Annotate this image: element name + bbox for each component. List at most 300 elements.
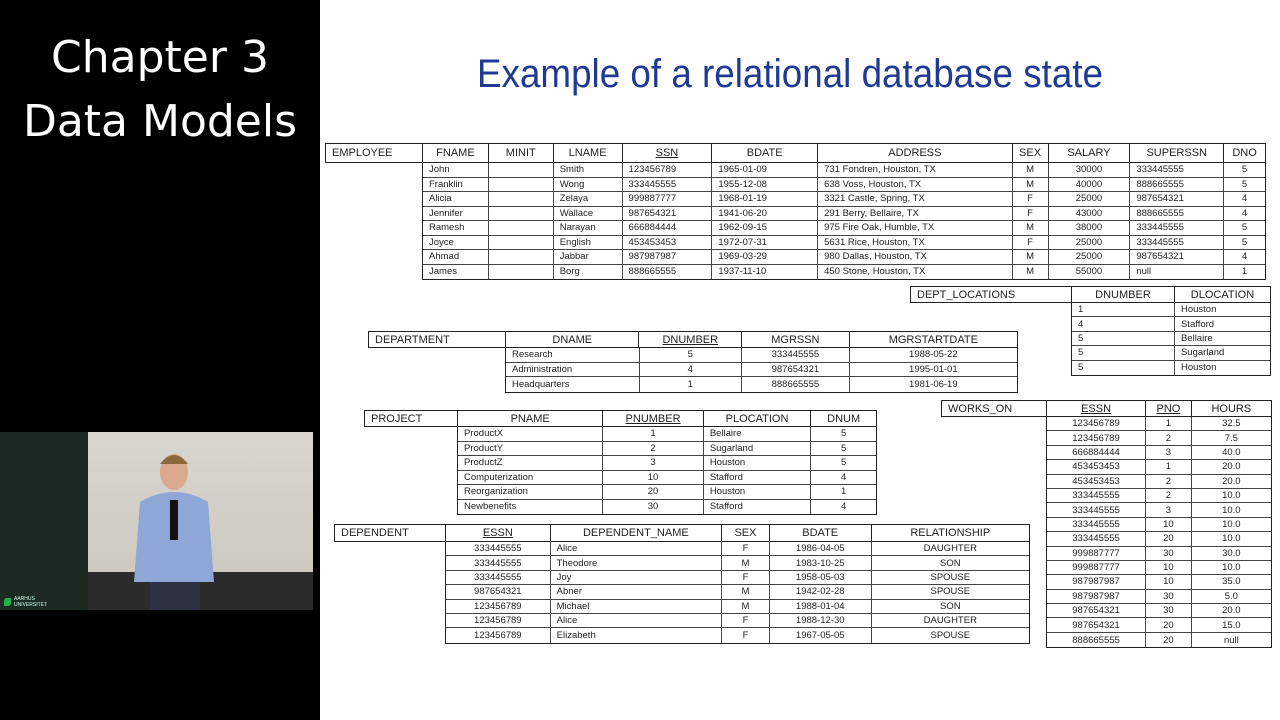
table-cell: null <box>1130 265 1224 280</box>
table-cell: 123456789 <box>1047 431 1146 444</box>
table-cell: Joy <box>551 571 722 584</box>
table-cell: 5 <box>1072 361 1175 375</box>
table-cell: 987654321 <box>742 363 850 377</box>
table-cell: 40.0 <box>1222 446 1241 458</box>
table-cell: Alice <box>551 542 722 555</box>
column-header: PLOCATION <box>704 411 811 426</box>
table-cell: 333445555 <box>446 571 551 584</box>
table-cell: 1 <box>1146 417 1192 430</box>
table-cell: 1988-01-04 <box>770 600 872 613</box>
table-cell: Houston <box>1180 362 1217 374</box>
table-cell: 123456789 <box>446 628 551 642</box>
table-cell: 333445555 <box>1130 236 1224 250</box>
table-cell: 4 <box>1241 193 1248 205</box>
column-header: DNUMBER <box>639 332 742 347</box>
table-row <box>506 348 1017 363</box>
column-header: MGRSTARTDATE <box>888 333 978 346</box>
table-cell: Alice <box>551 614 722 627</box>
table-cell: DAUGHTER <box>923 615 977 627</box>
column-header-row <box>1071 286 1271 303</box>
table-cell: 1 <box>603 427 704 441</box>
table-cell: 1937-11-10 <box>712 265 818 280</box>
table-cell: 40000 <box>1049 178 1131 192</box>
column-header: DEPENDENT_NAME <box>551 525 722 541</box>
table-cell: Jabbar <box>554 250 623 264</box>
table-cell: 333445555 <box>742 348 850 362</box>
table-cell: 35.0 <box>1222 576 1241 588</box>
table-cell: 4 <box>1241 207 1248 219</box>
column-header: BDATE <box>770 525 872 541</box>
table-cell: 1 <box>1072 303 1175 316</box>
table-row <box>1047 431 1271 445</box>
table-cell: Elizabeth <box>551 628 722 642</box>
table-cell: F <box>722 571 770 584</box>
table-cell: 5 <box>1072 346 1175 359</box>
table-cell: 5.0 <box>1224 590 1238 602</box>
table-cell: 3 <box>1146 446 1192 459</box>
table-cell: 30000 <box>1049 163 1131 177</box>
table-cell: 123456789 <box>1047 417 1146 430</box>
table-cell: F <box>722 628 770 642</box>
column-header: ESSN <box>446 525 551 541</box>
table-cell: 888665555 <box>1130 178 1224 192</box>
table-cell: Houston <box>1180 304 1217 316</box>
table-cell: 38000 <box>1049 221 1131 235</box>
table-cell: 666884444 <box>623 221 713 235</box>
table-cell: 30 <box>1146 590 1192 603</box>
table-cell: 5 <box>841 428 847 440</box>
column-header: DNO <box>1232 147 1257 159</box>
table-cell: 10.0 <box>1222 533 1241 545</box>
table-cell: 10 <box>1146 561 1192 574</box>
table-row <box>458 456 876 471</box>
table-cell: John <box>423 163 489 177</box>
table-row <box>423 192 1265 207</box>
table-cell: 123456789 <box>446 614 551 627</box>
table-row <box>1072 346 1270 360</box>
column-header: PNO <box>1146 401 1192 416</box>
table-cell: Alicia <box>423 192 489 206</box>
column-header-row <box>505 331 1018 348</box>
table-cell: 999887777 <box>1047 561 1146 574</box>
table-cell: Theodore <box>551 556 722 569</box>
table-cell: 975 Fire Oak, Humble, TX <box>818 221 1013 235</box>
relation-body <box>1046 417 1272 648</box>
table-cell: 638 Voss, Houston, TX <box>818 178 1013 192</box>
column-header: FNAME <box>423 144 489 162</box>
table-row <box>1072 332 1270 346</box>
relation-body <box>457 427 877 515</box>
table-cell: 1988-12-30 <box>770 614 872 627</box>
table-cell: 15.0 <box>1222 619 1241 631</box>
relation-name: DEPARTMENT <box>368 331 506 348</box>
table-row <box>1047 604 1271 618</box>
table-cell: 1 <box>1146 460 1192 473</box>
table-cell: 25000 <box>1049 250 1131 264</box>
column-header-row <box>1046 400 1272 417</box>
lecturer-figure <box>110 442 230 610</box>
table-cell: 333445555 <box>1047 518 1146 531</box>
table-row <box>1047 503 1271 517</box>
lecturer-video <box>0 432 313 610</box>
relation-name: WORKS_ON <box>941 400 1047 417</box>
table-cell: Ahmad <box>423 250 489 264</box>
table-cell: 10 <box>603 471 704 485</box>
table-cell: 3 <box>1146 503 1192 516</box>
table-cell: 10.0 <box>1222 504 1241 516</box>
table-cell: 1 <box>1241 266 1248 278</box>
table-cell <box>489 207 554 221</box>
table-cell: Sugarland <box>704 442 812 456</box>
table-cell: Abner <box>551 585 722 598</box>
table-cell: 25000 <box>1049 236 1131 250</box>
table-row <box>1047 489 1271 503</box>
table-cell <box>489 192 554 206</box>
table-cell: 5 <box>640 348 743 362</box>
table-row <box>423 178 1265 193</box>
table-cell: M <box>722 600 770 613</box>
table-cell: 987987987 <box>1047 590 1146 603</box>
table-cell: 123456789 <box>623 163 713 177</box>
table-cell: 731 Fondren, Houston, TX <box>818 163 1013 177</box>
chalkboard <box>0 432 88 610</box>
table-cell: Stafford <box>1180 318 1215 330</box>
table-cell: DAUGHTER <box>923 543 977 555</box>
table-row <box>1047 417 1271 431</box>
column-header: MGRSSN <box>742 332 850 347</box>
table-cell: Reorganization <box>458 485 603 499</box>
table-cell: 333445555 <box>1047 503 1146 516</box>
relation-body <box>445 542 1030 644</box>
table-cell: SON <box>939 600 961 612</box>
table-cell: 7.5 <box>1224 432 1238 444</box>
table-row <box>506 363 1017 378</box>
table-cell: Houston <box>704 456 812 470</box>
column-header: SSN <box>623 144 713 162</box>
table-cell: 1988-05-22 <box>909 349 958 361</box>
table-cell: 3321 Castle, Spring, TX <box>818 192 1013 206</box>
table-cell: 5 <box>841 442 847 454</box>
column-header: DNAME <box>506 332 639 347</box>
table-cell: 30 <box>1146 604 1192 617</box>
table-cell: SPOUSE <box>930 571 971 583</box>
table-row <box>1047 547 1271 561</box>
table-cell: 1942-02-28 <box>770 585 872 598</box>
table-cell: 20 <box>603 485 704 499</box>
table-row <box>458 485 876 500</box>
column-header: DLOCATION <box>1190 288 1255 301</box>
table-cell: 10.0 <box>1222 518 1241 530</box>
table-row <box>458 471 876 486</box>
table-cell <box>489 236 554 250</box>
table-cell: Stafford <box>704 500 812 515</box>
table-cell: 987654321 <box>1130 250 1224 264</box>
table-cell: M <box>722 585 770 598</box>
table-cell: F <box>722 614 770 627</box>
table-cell: F <box>722 542 770 555</box>
table-cell: 20.0 <box>1222 475 1241 487</box>
table-cell: 333445555 <box>1047 489 1146 502</box>
column-header: PNUMBER <box>603 411 704 426</box>
table-cell: SPOUSE <box>930 630 971 642</box>
relation-body <box>505 348 1018 393</box>
chapter-number: Chapter 3 <box>51 32 269 83</box>
table-cell: 20 <box>1146 633 1192 647</box>
table-cell: 888665555 <box>1047 633 1146 647</box>
table-cell: F <box>1013 192 1049 206</box>
table-cell <box>489 250 554 264</box>
table-cell: F <box>1013 207 1049 221</box>
table-cell: 2 <box>1146 475 1192 488</box>
column-header: LNAME <box>554 144 623 162</box>
column-header: DNUMBER <box>1072 287 1175 302</box>
table-cell: Bellaire <box>1180 332 1213 344</box>
logo-line-2: UNIVERSITET <box>14 602 48 608</box>
relation-name: EMPLOYEE <box>325 143 423 163</box>
table-cell: 291 Berry, Bellaire, TX <box>818 207 1013 221</box>
table-cell: 1 <box>640 377 743 392</box>
table-cell: 5 <box>1241 164 1248 176</box>
relation-name: DEPT_LOCATIONS <box>910 286 1072 303</box>
table-cell: English <box>554 236 623 250</box>
table-cell: 30 <box>1146 547 1192 560</box>
table-cell: 333445555 <box>1047 532 1146 545</box>
table-cell: 1967-05-05 <box>770 628 872 642</box>
table-row <box>1072 361 1270 375</box>
table-cell: M <box>1013 163 1049 177</box>
relation-body <box>1071 303 1271 376</box>
table-cell: 333445555 <box>1130 163 1224 177</box>
table-cell: 20 <box>1146 532 1192 545</box>
table-cell: F <box>1013 236 1049 250</box>
table-cell: 888665555 <box>742 377 850 392</box>
table-cell: Bellaire <box>704 427 812 441</box>
table-cell: Wallace <box>554 207 623 221</box>
table-cell: M <box>1013 221 1049 235</box>
table-row <box>446 556 1029 570</box>
table-cell: Headquarters <box>506 377 640 392</box>
relation-name: DEPENDENT <box>334 524 446 542</box>
table-cell: 987654321 <box>446 585 551 598</box>
table-cell: 888665555 <box>1130 207 1224 221</box>
table-cell: 987654321 <box>1047 618 1146 631</box>
table-cell: 1 <box>841 486 847 498</box>
column-header-row <box>457 410 877 427</box>
table-row <box>458 427 876 442</box>
table-row <box>506 377 1017 392</box>
table-cell: 987987987 <box>623 250 713 264</box>
table-cell: 1968-01-19 <box>712 192 818 206</box>
column-header: MINIT <box>489 144 554 162</box>
table-cell: Houston <box>704 485 812 499</box>
table-cell: 333445555 <box>446 556 551 569</box>
table-cell: 999887777 <box>1047 547 1146 560</box>
table-cell: Administration <box>506 363 640 377</box>
table-cell: 333445555 <box>1130 221 1224 235</box>
table-cell: 453453453 <box>1047 475 1146 488</box>
table-cell: 10.0 <box>1222 562 1241 574</box>
column-header: BDATE <box>712 144 818 162</box>
table-cell: 999887777 <box>623 192 713 206</box>
column-header-row <box>422 143 1266 163</box>
table-cell: 20.0 <box>1222 461 1241 473</box>
university-logo <box>4 596 48 608</box>
table-cell: SPOUSE <box>930 586 971 598</box>
table-cell: Joyce <box>423 236 489 250</box>
table-row <box>458 500 876 515</box>
table-cell: 980 Dallas, Houston, TX <box>818 250 1013 264</box>
table-row <box>458 442 876 457</box>
table-cell: SON <box>939 557 961 569</box>
table-row <box>1072 303 1270 317</box>
table-cell: 10 <box>1146 575 1192 588</box>
column-header: SALARY <box>1049 144 1131 162</box>
column-header: ADDRESS <box>818 144 1013 162</box>
table-row <box>1047 518 1271 532</box>
table-row <box>423 250 1265 265</box>
table-cell: 3 <box>603 456 704 470</box>
sidebar-panel <box>0 0 320 720</box>
table-cell: 32.5 <box>1222 418 1241 430</box>
table-row <box>446 600 1029 614</box>
column-header: DNUM <box>827 412 861 425</box>
table-cell: 987654321 <box>1047 604 1146 617</box>
table-cell: 5 <box>1241 222 1248 234</box>
table-cell: M <box>722 556 770 569</box>
table-cell: 1958-05-03 <box>770 571 872 584</box>
table-cell: Franklin <box>423 178 489 192</box>
table-cell: Wong <box>554 178 623 192</box>
column-header: HOURS <box>1211 402 1252 415</box>
table-row <box>446 542 1029 556</box>
table-cell: 5631 Rice, Houston, TX <box>818 236 1013 250</box>
table-cell: 1955-12-08 <box>712 178 818 192</box>
table-cell: 1995-01-01 <box>909 363 958 375</box>
chapter-heading <box>0 26 320 154</box>
column-header: SEX <box>722 525 770 541</box>
column-header: SUPERSSN <box>1130 144 1224 162</box>
table-cell <box>489 178 554 192</box>
table-cell: 1969-03-29 <box>712 250 818 264</box>
table-row <box>446 585 1029 599</box>
table-row <box>1047 460 1271 474</box>
column-header-row <box>445 524 1030 542</box>
table-cell: 43000 <box>1049 207 1131 221</box>
table-cell: 1965-01-09 <box>712 163 818 177</box>
relation-body <box>422 163 1266 280</box>
table-cell: 123456789 <box>446 600 551 613</box>
table-cell: Narayan <box>554 221 623 235</box>
table-row <box>1047 633 1271 647</box>
table-row <box>446 571 1029 585</box>
column-header: PNAME <box>458 411 603 426</box>
column-header: ESSN <box>1047 401 1146 416</box>
table-cell: null <box>1223 634 1239 646</box>
table-cell: M <box>1013 265 1049 280</box>
table-cell: Sugarland <box>1180 347 1225 359</box>
table-cell: 5 <box>1241 178 1248 190</box>
table-cell: 4 <box>841 471 847 483</box>
table-cell: Computerization <box>458 471 603 485</box>
table-cell: ProductX <box>458 427 603 441</box>
table-cell: 1972-07-31 <box>712 236 818 250</box>
table-cell: 55000 <box>1049 265 1131 280</box>
column-header: RELATIONSHIP <box>910 527 991 539</box>
table-row <box>423 163 1265 178</box>
table-cell: 1981-06-19 <box>909 378 958 390</box>
table-cell: 2 <box>1146 489 1192 502</box>
table-cell <box>489 221 554 235</box>
table-cell: 450 Stone, Houston, TX <box>818 265 1013 280</box>
table-cell: 2 <box>1146 431 1192 444</box>
table-cell: 20 <box>1146 618 1192 631</box>
table-cell: 5 <box>1241 236 1248 248</box>
table-cell: 1962-09-15 <box>712 221 818 235</box>
table-row <box>1072 317 1270 331</box>
table-cell: 333445555 <box>623 178 713 192</box>
table-cell: Stafford <box>704 471 812 485</box>
column-header: SEX <box>1013 144 1049 162</box>
table-row <box>1047 618 1271 632</box>
table-cell: 666884444 <box>1047 446 1146 459</box>
table-row <box>446 628 1029 642</box>
relation-name: PROJECT <box>364 410 458 427</box>
table-cell: 987987987 <box>1047 575 1146 588</box>
table-cell <box>489 265 554 280</box>
table-cell: Zelaya <box>554 192 623 206</box>
table-row <box>423 236 1265 251</box>
table-cell: Newbenefits <box>458 500 603 515</box>
table-cell: 10.0 <box>1222 490 1241 502</box>
table-cell: 5 <box>1072 332 1175 345</box>
table-cell: Research <box>506 348 640 362</box>
table-cell: M <box>1013 178 1049 192</box>
table-cell: Ramesh <box>423 221 489 235</box>
table-cell: 2 <box>603 442 704 456</box>
table-row <box>423 265 1265 280</box>
logo-line-1: AARHUS <box>14 596 35 602</box>
table-row <box>1047 446 1271 460</box>
table-cell: 5 <box>841 457 847 469</box>
table-row <box>1047 532 1271 546</box>
table-cell: 4 <box>1241 251 1248 263</box>
table-cell: 20.0 <box>1222 605 1241 617</box>
table-cell: 333445555 <box>446 542 551 555</box>
chapter-title: Data Models <box>22 96 298 147</box>
table-cell: 453453453 <box>623 236 713 250</box>
table-cell: 10 <box>1146 518 1192 531</box>
table-cell: 987654321 <box>623 207 713 221</box>
table-cell: 1986-04-05 <box>770 542 872 555</box>
table-cell: 453453453 <box>1047 460 1146 473</box>
table-cell: James <box>423 265 489 280</box>
table-cell: 888665555 <box>623 265 713 280</box>
table-cell: 30.0 <box>1222 547 1241 559</box>
table-cell: 4 <box>1072 317 1175 330</box>
table-cell: 25000 <box>1049 192 1131 206</box>
logo-mark-icon <box>4 598 11 606</box>
table-row <box>1047 561 1271 575</box>
table-row <box>423 221 1265 236</box>
table-row <box>1047 475 1271 489</box>
table-cell: 987654321 <box>1130 192 1224 206</box>
table-row <box>423 207 1265 222</box>
table-cell: 4 <box>640 363 743 377</box>
slide-title: Example of a relational database state <box>476 52 1104 96</box>
table-row <box>1047 575 1271 589</box>
table-row <box>446 614 1029 628</box>
table-row <box>1047 590 1271 604</box>
